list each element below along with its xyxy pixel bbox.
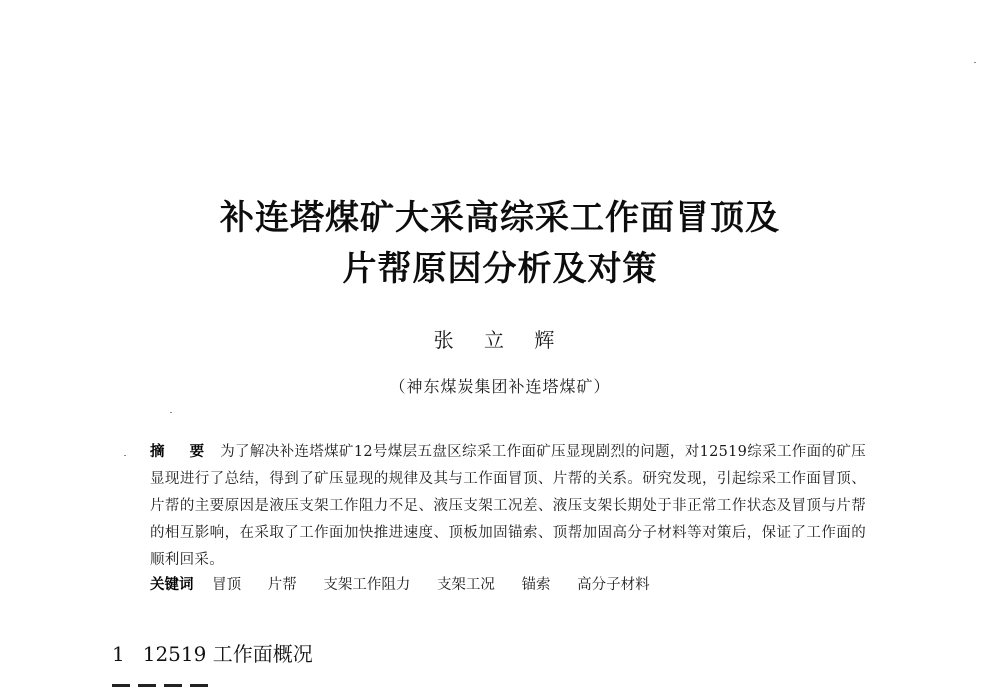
keywords-block [150,573,866,594]
scan-speck [124,455,126,456]
abstract-text: 为了解决补连塔煤矿12号煤层五盘区综采工作面矿压显现剧烈的问题，对12519综采工作面的矿压显现进行了总结，得到了矿压显现的规律及其与工作面冒顶、片帮的关系。研究发现，引起综采工作面冒顶、片帮的主要原因是液压支架工作阻力不足、液压支架工况差、液压支架长期处于非正常工作状态及冒顶与片帮的相互影响，在采取了工作面加快推进速度、顶板加固锚索、顶帮加固高分子材料等对策后，保证了工作面的顺利回采。 [150,444,866,568]
cutoff-next-line [112,678,242,687]
paper-title-line-2: 片帮原因分析及对策 [342,249,658,289]
abstract-label: 摘 要 [150,443,215,460]
keyword-item: 支架工作阻力 [323,577,411,593]
keyword-item: 锚索 [521,577,551,593]
paper-title-line-1: 补连塔煤矿大采高综采工作面冒顶及 [220,198,780,238]
abstract-block [150,438,866,574]
author-affiliation: （神东煤炭集团补连塔煤矿） [389,377,611,396]
section-title: 12519 工作面概况 [142,642,313,666]
keyword-item: 高分子材料 [577,577,650,593]
scan-speck [170,412,172,413]
section-number: 1 [112,642,125,666]
author-name: 张 立 辉 [433,328,567,352]
keywords-label: 关键词 [150,576,194,593]
keyword-item: 片帮 [267,577,297,593]
keyword-item: 支架工况 [436,577,495,593]
keyword-item: 冒顶 [212,577,242,593]
section-heading [112,638,313,667]
scan-speck [974,62,976,63]
